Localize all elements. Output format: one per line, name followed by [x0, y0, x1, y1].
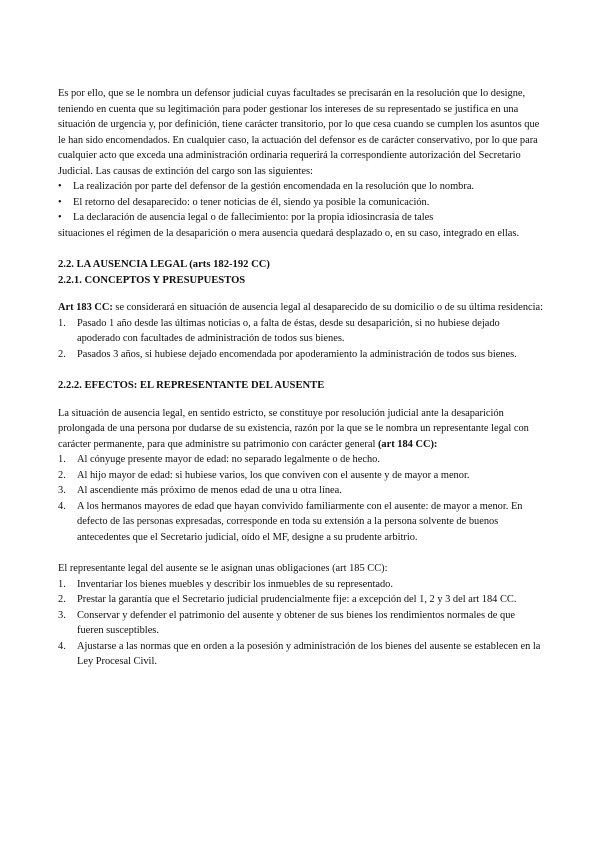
article-text: se considerará en situación de ausencia legal al desaparecido de su domicilio o de su última residencia: — [112, 302, 544, 313]
list-item-text: Al cónyuge presente mayor de edad: no separado legalmente o de hecho. — [77, 454, 380, 465]
list-item — [58, 608, 543, 639]
efectos-paragraph — [58, 406, 543, 453]
bullet-marker: • — [58, 196, 62, 208]
number-marker: 4. — [58, 500, 66, 512]
article-label: Art 183 CC: — [58, 302, 113, 313]
intro-paragraph: Es por ello, que se le nombra un defensor judicial cuyas facultades se precisarán en la resolución que lo designe, teniendo en cuenta que su legitimación para poder gestionar los intereses de su representado se justifica en una situación de urgencia y, por definición, tiene carácter transitorio, por lo que cesa cuando se cumplen los asuntos que le han sido encomendados. En cualquier caso, la actuación del defensor es de carácter conservativo, por lo que para cualquier acto que exceda una administración ordinaria requerirá la correspondiente autorización del Secretario Judicial. Las causas de extinción del cargo son las siguientes: — [58, 88, 540, 177]
art183-paragraph — [58, 300, 543, 316]
number-marker: 2. — [58, 348, 66, 360]
list-item — [58, 592, 543, 608]
article-ref: (art 184 CC): — [377, 438, 438, 450]
list-item — [58, 179, 543, 195]
list-item-text: Pasado 1 año desde las últimas noticias o, a falta de éstas, desde su desaparición, si no hubiese dejado apoderado con facultades de administración de todos sus bienes. — [77, 317, 500, 344]
list-item-text: Ajustarse a las normas que en orden a la posesión y administración de los bienes del ausente se establecen en la Ley Procesal Civil. — [77, 640, 541, 667]
section-heading: 2.2. LA AUSENCIA LEGAL (arts 182-192 CC) — [58, 259, 270, 270]
bullet-marker: • — [58, 212, 62, 223]
list-item-text: Al hijo mayor de edad: si hubiese varios, los que conviven con el ausente y de mayor a menor. — [77, 469, 470, 481]
list-item — [58, 499, 543, 546]
document-page — [58, 86, 543, 670]
number-marker: 4. — [58, 640, 66, 652]
subsection-heading: 2.2.1. CONCEPTOS Y PRESUPUESTOS — [58, 274, 246, 286]
number-marker: 3. — [58, 485, 66, 496]
number-marker: 1. — [58, 317, 66, 329]
obligaciones-paragraph: El representante legal del ausente se le asignan unas obligaciones (art 185 CC): — [58, 563, 388, 574]
list-item-text: Prestar la garantía que el Secretario judicial prudencialmente fije: a excepción del 1, 2 y 3 del art 184 CC. — [77, 594, 517, 605]
bullet-continuation: situaciones el régimen de la desaparición o mera ausencia quedará desplazado o, en su caso, integrado en ellas. — [58, 227, 520, 239]
number-marker: 3. — [58, 609, 66, 621]
number-marker: 1. — [58, 578, 66, 590]
list-item — [58, 577, 543, 593]
list-item-text: Conservar y defender el patrimonio del ausente y obtener de sus bienes los rendimientos normales de que fueren susceptibles. — [77, 609, 516, 636]
bullet-text: La declaración de ausencia legal o de fallecimiento: por la propia idiosincrasia de tales — [73, 212, 434, 223]
list-item-text: A los hermanos mayores de edad que hayan convivido familiarmente con el ausente: de mayor a menor. En defecto de las personas expresadas, corresponde en toda su extensión a la persona solvente de buenos antecedentes que el Secretario judicial, oído el MF, designe a su prudente arbitrio. — [77, 500, 523, 543]
number-marker: 2. — [58, 469, 66, 481]
list-item — [58, 347, 543, 363]
list-item-text: Inventariar los bienes muebles y describir los inmuebles de su representado. — [77, 578, 393, 590]
list-item-text: Pasados 3 años, si hubiese dejado encomendada por apoderamiento la administración de todos sus bienes. — [77, 348, 517, 360]
subsection-heading: 2.2.2. EFECTOS: EL REPRESENTANTE DEL AUSENTE — [58, 380, 325, 391]
list-item — [58, 316, 543, 347]
number-marker: 1. — [58, 454, 66, 465]
list-item — [58, 452, 543, 468]
list-item — [58, 468, 543, 484]
bullet-text: La realización por parte del defensor de la gestión encomendada en la resolución que lo nombra. — [73, 181, 475, 192]
efectos-text: La situación de ausencia legal, en sentido estricto, se constituye por resolución judicial ante la desaparición prolongada de una persona por dudarse de su existencia, razón por la que se le nombra un representante legal con carácter permanente, para que administre su patrimonio con carácter general — [58, 407, 529, 450]
list-item — [58, 483, 543, 499]
list-item — [58, 639, 543, 670]
number-marker: 2. — [58, 594, 66, 605]
list-item-text: Al ascendiente más próximo de menos edad de una u otra línea. — [77, 485, 342, 496]
list-item — [58, 210, 543, 226]
bullet-text: El retorno del desaparecido: o tener noticias de él, siendo ya posible la comunicación. — [73, 196, 430, 208]
list-item — [58, 195, 543, 211]
bullet-marker: • — [58, 181, 62, 192]
